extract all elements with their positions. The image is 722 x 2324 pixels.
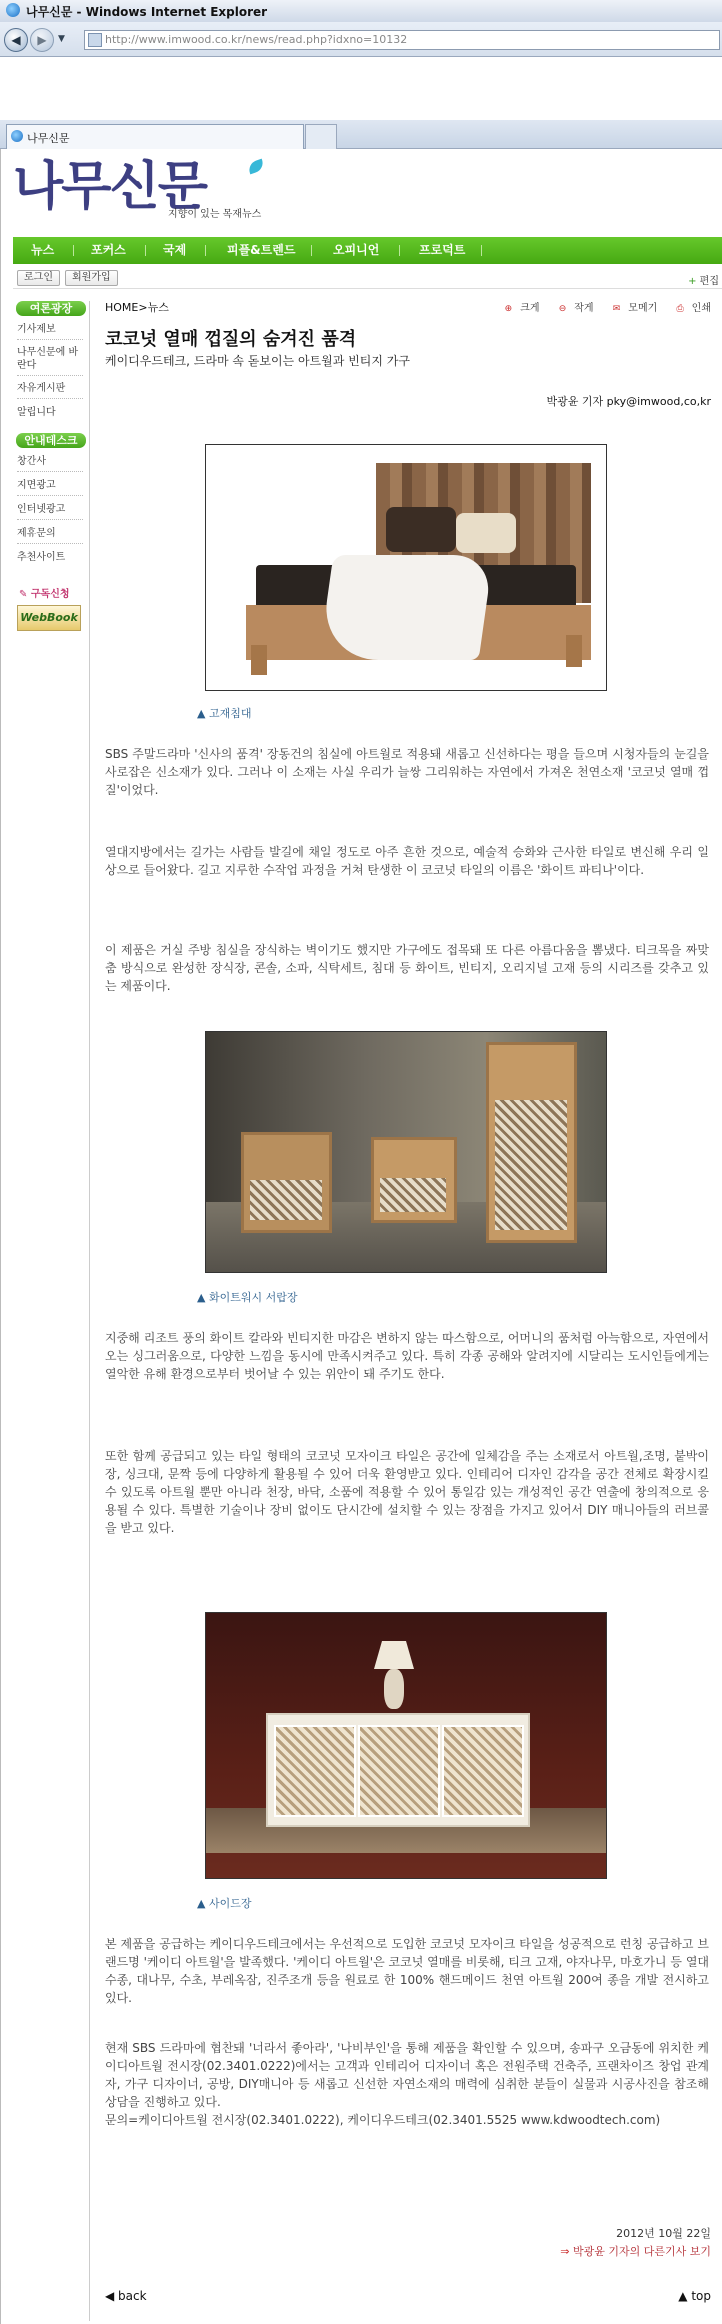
left-sidebar [13,301,90,2321]
photo-sideboard [205,1612,607,1879]
edit-label: 편집 [699,276,719,287]
ie-logo-icon [6,3,20,17]
mail-icon: ✉ [612,304,621,314]
article-paragraph: 본 제품을 공급하는 케이디우드테크에서는 우선적으로 도입한 코코넛 모자이크 타일을 성공적으로 런칭 공급하고 브랜드명 '케이디 아트월'을 발족했다. '케이디 아트월'은 코코넛 열매를 비롯해, 티크 고재, 야자나무, 마호가니 등 열대 수종, 대나무, 수초, 부레옥잠, 진주조개 등을 원료로 한 100% 핸드메이드 천연 아트월 200여 종을 개발 전시하고 있다. [105,1937,709,2005]
sidebar-item-founding[interactable]: 창간사 [17,455,83,472]
subscribe-link[interactable]: ✎ 구독신청 [19,589,70,600]
article-paragraph: 이 제품은 거실 주방 침실을 장식하는 벽이기도 했지만 가구에도 접목돼 또 다른 아름다움을 뽐냈다. 티크목을 짜맞춤 방식으로 완성한 장식장, 콘솔, 소파, 식탁세트, 침대 등 화이트, 빈티지, 오리지널 고재 등의 시리즈를 갖추고 있는 제품이다. [105,943,709,993]
logo-tagline: 지향이 있는 목재뉴스 [168,209,262,220]
nav-international[interactable]: 국제 [163,243,187,257]
top-label: top [691,2289,711,2303]
sidebar-item-links[interactable]: 추천사이트 [17,552,66,563]
photo-bed-leg [251,645,267,675]
photo-bed-leg [566,635,582,667]
breadcrumb[interactable]: HOME>뉴스 [105,301,169,314]
nav-divider [481,245,482,256]
history-dropdown-icon[interactable]: ▼ [58,34,65,44]
article-paragraph: 지중해 리조트 풍의 화이트 칼라와 빈티지한 마감은 변하지 않는 따스함으로, 어머니의 품처럼 아늑함으로, 자연에서 오는 싱그러움으로, 다양한 느낌을 동시에 만족시켜주고 있다. 특히 각종 공해와 알려지에 시달리는 도시인들에게는 열악한 유해 환경으로부터 벗어날 수 있는 위안이 돼 주기도 한다. [105,1331,709,1381]
nav-focus[interactable]: 포커스 [91,243,126,257]
article-paragraph: SBS 주말드라마 '신사의 품격' 장동건의 침실에 아트월로 적용돼 새롭고 신선하다는 평을 들으며 시청자들의 눈길을 사로잡은 신소재가 있다. 그러나 이 소재는 사실 우리가 늘쌍 그리워하는 자연에서 가져온 천연소재 '코코넛 열매 껍질'이었다. [105,747,709,797]
nav-divider [73,245,74,256]
back-nav-icon[interactable]: ◀ [4,28,28,52]
site-logo[interactable] [13,157,262,220]
byline: 박광윤 기자 pky@imwood,co,kr [546,395,711,408]
photo-bed-pillow [456,513,516,553]
forward-nav-icon[interactable]: ▶ [30,28,54,52]
leaf-icon [247,159,266,175]
mosaic-panel [274,1725,356,1817]
url-input[interactable] [84,30,720,50]
sidebar-item-request[interactable]: 나무신문에 바란다 [17,346,83,376]
top-link[interactable]: ▲ top [678,2289,711,2303]
tab-ie-icon [11,130,23,142]
nav-news[interactable]: 뉴스 [31,243,55,257]
mosaic-panel [250,1180,322,1220]
article-title: 코코넛 열매 껍질의 숨겨진 품격 [105,329,357,350]
sidebar-item-web-ad[interactable]: 인터넷광고 [17,503,83,520]
page-icon [88,33,102,47]
caption-drawer: ▲ 화이트워시 서랍장 [197,1291,298,1304]
article-paragraph: 열대지방에서는 길가는 사람들 발길에 채일 정도로 아주 흔한 것으로, 예술적 승화와 근사한 타일로 변신해 우리 일상으로 들어왔다. 길고 지루한 수작업 과정을 거쳐 탄생한 이 코코넛 타일의 이름은 '화이트 파티나'이다. [105,845,709,877]
join-button[interactable]: 회원가입 [65,270,118,286]
address-bar-area [0,22,722,57]
sidebar-heading-info: 안내데스크 [16,433,86,448]
more-articles-label: 박광윤 기자의 다른기사 보기 [572,2245,711,2258]
photo-bed-blanket [319,555,494,660]
font-smaller-label: 작게 [574,303,594,314]
login-button[interactable]: 로그인 [17,270,60,286]
tab-title: 나무신문 [27,132,70,145]
photo-bed [205,444,607,691]
mosaic-panel [358,1725,440,1817]
print-icon: ⎙ [676,304,684,314]
article-tools [489,299,711,314]
sidebar-item-report[interactable]: 기사제보 [17,323,83,340]
photo-bed-pillow [386,507,456,552]
tab-strip [0,120,722,149]
article-subtitle: 케이디우드테크, 드라마 속 돋보이는 아트월과 빈티지 가구 [105,354,410,368]
font-bigger-label: 크게 [520,303,540,314]
article-date: 2012년 10월 22일 [616,2227,711,2240]
print-label: 인쇄 [691,303,711,314]
sidebar-item-board[interactable]: 자유게시판 [17,382,83,399]
url-text[interactable]: http://www.imwood.co.kr/news/read.php?idxno=10132 [105,33,408,46]
print-button[interactable] [668,303,711,314]
minus-icon: ⊖ [558,304,567,314]
nav-product[interactable]: 프로덕트 [419,243,466,257]
browser-blank-area [0,57,722,120]
email-label: 모메기 [628,303,658,314]
window-title: 나무신문 - Windows Internet Explorer [26,5,268,19]
webbook-banner[interactable]: WebBook [17,605,81,631]
photo-drawer-cabinet [371,1137,457,1223]
nav-divider [205,245,206,256]
logo-text: 나무신문 [13,157,206,217]
new-tab-button[interactable] [305,124,337,149]
sidebar-item-print-ad[interactable]: 지면광고 [17,479,83,496]
lamp-base [384,1669,404,1709]
photo-drawer [205,1031,607,1273]
caption-bed: ▲ 고재침대 [197,707,252,720]
back-link[interactable]: ◀ back [105,2289,147,2303]
main-nav [13,237,722,264]
article-contact: 문의=케이디아트월 전시장(02.3401.0222), 케이디우드테크(02.3401.5525 www.kdwoodtech.com) [105,2113,661,2127]
page-content [0,149,722,2324]
article-paragraph: 현재 SBS 드라마에 협찬돼 '너라서 좋아라', '나비부인'을 통해 제품을 확인할 수 있으며, 송파구 오금동에 위치한 케이디아트월 전시장(02.3401.0222)에서는 고객과 인테리어 디자이너 혹은 전원주택 건축주, 프랜차이즈 창업 관계자, 가구 디자이너, 공방, DIY매니아 등 새롭고 신선한 자연소재의 매력에 심취한 분들이 실물과 시공사진을 참조해 상담을 진행하고 있다. [105,2041,709,2109]
window-title-bar [0,0,722,23]
mosaic-panel [442,1725,524,1817]
edit-link[interactable] [688,272,719,287]
arrow-icon: ⇒ [560,2245,573,2258]
sidebar-item-notice[interactable]: 알립니다 [17,407,56,418]
caption-sideboard: ▲ 사이드장 [197,1897,252,1910]
back-label: back [118,2289,147,2303]
font-bigger-button[interactable] [497,303,540,314]
font-smaller-button[interactable] [551,303,594,314]
article-paragraph: 또한 함께 공급되고 있는 타일 형태의 코코넛 모자이크 타일은 공간에 일체감을 주는 소재로서 아트월,조명, 붙박이장, 싱크대, 문짝 등에 다양하게 활용될 수 있어 더욱 환영받고 있다. 인테리어 디자인 감각을 공간 전체로 확장시킬 수 있도록 아트월 뿐만 아니라 천장, 바닥, 소품에 적용할 수 있어 통일감 있는 개성적인 공간 연출에 창의적으로 응용될 수 있다. 특별한 기술이나 장비 없이도 단시간에 설치할 수 있는 장점을 가지고 있어서 DIY 매니아들의 러브콜을 받고 있다. [105,1449,709,1535]
utility-bar [13,268,722,289]
photo-sideboard-cabinet [266,1713,530,1827]
sidebar-heading-forum: 여론광장 [16,301,86,316]
mosaic-panel [495,1100,567,1230]
nav-opinion[interactable]: 오피니언 [333,243,380,257]
nav-divider [399,245,400,256]
mosaic-panel [380,1178,446,1212]
more-articles-link[interactable] [560,2243,711,2259]
plus-icon: ⊕ [504,304,513,314]
email-button[interactable] [605,303,658,314]
browser-tab[interactable] [6,124,304,149]
photo-drawer-cabinet [486,1042,577,1243]
nav-divider [311,245,312,256]
nav-people-trend[interactable]: 피플&트렌드 [227,243,296,257]
sidebar-item-partnership[interactable]: 제휴문의 [17,527,83,544]
subscribe-label: 구독신청 [30,589,70,600]
photo-drawer-cabinet [241,1132,332,1233]
nav-divider [145,245,146,256]
plus-icon: + [688,276,700,287]
